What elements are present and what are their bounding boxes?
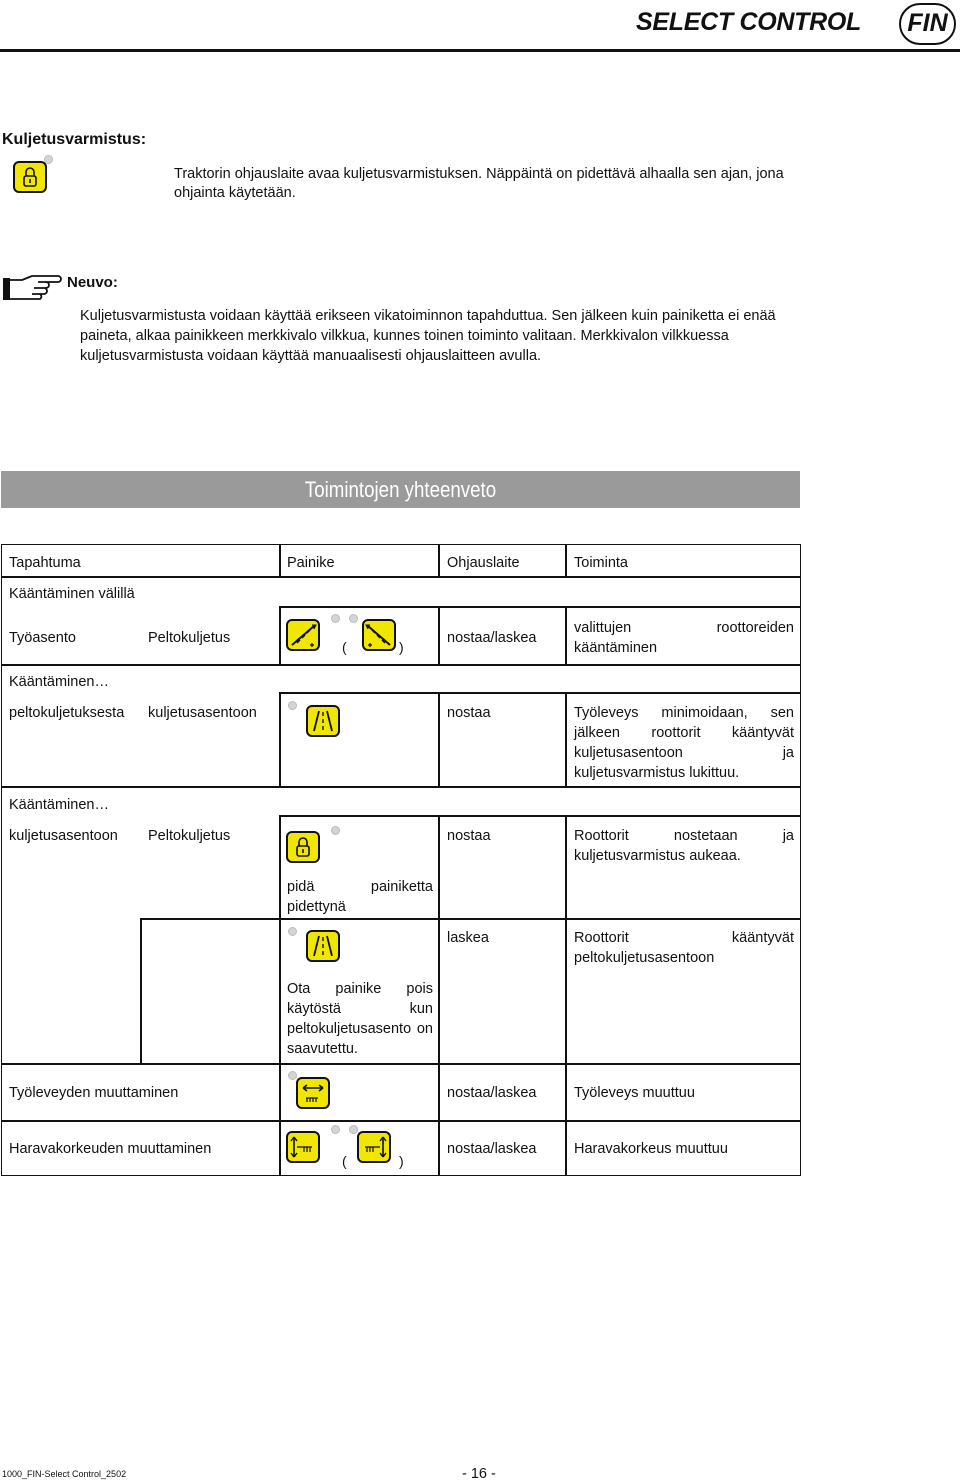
document-reference: 1000_FIN-Select Control_2502 — [2, 1469, 127, 1479]
table-divider — [438, 606, 440, 664]
control-cell: nostaa/laskea — [447, 1085, 537, 1101]
table-divider — [438, 692, 440, 786]
table-divider — [279, 692, 281, 786]
button-note: pidä painiketta pidettynä — [287, 879, 433, 915]
table-divider — [565, 692, 567, 786]
table-divider — [279, 815, 281, 1063]
table-divider — [565, 1120, 567, 1176]
event-cell: Peltokuljetus — [148, 828, 231, 844]
table-divider — [565, 1063, 567, 1120]
table-divider — [1, 1063, 801, 1065]
table-divider — [565, 544, 567, 576]
control-cell: nostaa/laskea — [447, 630, 537, 646]
action-cell: Roottorit nostetaan ja kuljetusvarmistus aukeaa. — [574, 828, 794, 864]
control-cell: nostaa/laskea — [447, 1141, 537, 1157]
summary-title-bar — [1, 471, 800, 508]
language-badge: FIN — [899, 3, 956, 45]
table-divider — [1, 576, 801, 578]
table-divider — [1, 786, 801, 788]
row-group-label: Kääntäminen… — [9, 797, 109, 813]
header-divider — [0, 49, 960, 52]
action-cell: Haravakorkeus muuttuu — [574, 1141, 728, 1157]
page-title: SELECT CONTROL — [636, 8, 861, 36]
parenthesis: ) — [399, 1153, 404, 1169]
table-divider — [438, 544, 440, 576]
led-indicator — [44, 155, 53, 164]
lock-icon — [288, 833, 318, 861]
rotor-select-button-icon — [286, 619, 320, 651]
action-cell: valittujen roottoreiden kääntäminen — [574, 620, 794, 656]
column-header-button: Painike — [287, 555, 335, 571]
table-divider — [438, 1063, 440, 1120]
lock-button-icon — [286, 831, 320, 863]
table-divider — [1, 664, 801, 666]
summary-title: Toimintojen yhteenveto — [304, 477, 497, 502]
led-indicator — [349, 614, 358, 623]
event-cell: Työleveyden muuttaminen — [9, 1085, 179, 1101]
pointing-hand-icon — [2, 274, 66, 304]
tip-title: Neuvo: — [67, 274, 118, 291]
column-header-action: Toiminta — [574, 555, 628, 571]
table-divider — [565, 815, 567, 1063]
table-divider — [279, 606, 801, 608]
control-cell: laskea — [447, 930, 489, 946]
table-divider — [279, 692, 801, 694]
led-indicator — [288, 1071, 297, 1080]
rotor-tilt-right-icon — [364, 621, 394, 649]
table-divider — [565, 606, 567, 664]
table-divider — [1, 1120, 801, 1122]
control-cell: nostaa — [447, 705, 491, 721]
transport-position-button-icon — [306, 930, 340, 962]
led-indicator — [331, 826, 340, 835]
road-icon — [308, 707, 338, 735]
action-cell: Työleveys muuttuu — [574, 1085, 695, 1101]
lock-button-icon — [13, 161, 47, 193]
parenthesis: ) — [399, 639, 404, 655]
page-number: - 16 - — [462, 1466, 496, 1482]
column-header-control: Ohjauslaite — [447, 555, 520, 571]
section-title: Kuljetusvarmistus: — [2, 131, 147, 148]
parenthesis: ( — [342, 1153, 347, 1169]
table-divider — [279, 544, 281, 576]
action-cell: Työleveys minimoidaan, sen jälkeen roottorit kääntyvät kuljetusasentoon ja kuljetusvarmistus lukittuu. — [574, 705, 794, 781]
action-cell: Roottorit kääntyvät peltokuljetusasentoon — [574, 930, 794, 966]
led-indicator — [331, 614, 340, 623]
led-indicator — [288, 927, 297, 936]
event-cell: kuljetusasentoon — [148, 705, 257, 721]
rake-height-button-icon — [357, 1131, 391, 1163]
table-divider — [438, 1120, 440, 1176]
event-cell: peltokuljetuksesta — [9, 705, 125, 721]
rotor-select-button-icon — [362, 619, 396, 651]
table-divider — [279, 815, 801, 817]
row-group-label: Kääntäminen välillä — [9, 586, 135, 602]
rake-height-right-icon — [359, 1133, 389, 1161]
event-cell: Työasento — [9, 630, 76, 646]
button-note: Ota painike pois käytöstä kun peltokuljetusasento on saavutettu. — [287, 981, 433, 1057]
road-icon — [308, 932, 338, 960]
table-divider — [438, 815, 440, 1063]
table-divider — [279, 1120, 281, 1176]
section-text: Traktorin ohjauslaite avaa kuljetusvarmistuksen. Näppäintä on pidettävä alhaalla sen ajan, jona ohjainta käytetään. — [174, 166, 784, 201]
rake-height-left-icon — [288, 1133, 318, 1161]
led-indicator — [349, 1125, 358, 1134]
table-divider — [279, 606, 281, 664]
table-divider — [140, 918, 801, 920]
led-indicator — [331, 1125, 340, 1134]
rotor-tilt-left-icon — [288, 621, 318, 649]
tip-text: Kuljetusvarmistusta voidaan käyttää erikseen vikatoiminnon tapahduttua. Sen jälkeen kuin painiketta ei enää paineta, alkaa painikkeen merkkivalo vilkkua, kunnes toinen toiminto valitaan. Merkkivalon vilkkuessa kuljetusvarmistusta voidaan käyttää manuaalisesti ohjauslaitteen avulla. — [80, 308, 776, 364]
control-cell: nostaa — [447, 828, 491, 844]
event-cell: Haravakorkeuden muuttaminen — [9, 1141, 212, 1157]
working-width-button-icon — [296, 1077, 330, 1109]
event-cell: kuljetusasentoon — [9, 828, 118, 844]
lock-icon — [15, 163, 45, 191]
transport-position-button-icon — [306, 705, 340, 737]
rake-height-button-icon — [286, 1131, 320, 1163]
column-header-event: Tapahtuma — [9, 555, 81, 571]
parenthesis: ( — [342, 639, 347, 655]
table-divider — [279, 1063, 281, 1120]
event-cell: Peltokuljetus — [148, 630, 231, 646]
table-divider — [140, 918, 142, 1063]
row-group-label: Kääntäminen… — [9, 674, 109, 690]
led-indicator — [288, 701, 297, 710]
working-width-icon — [298, 1079, 328, 1107]
